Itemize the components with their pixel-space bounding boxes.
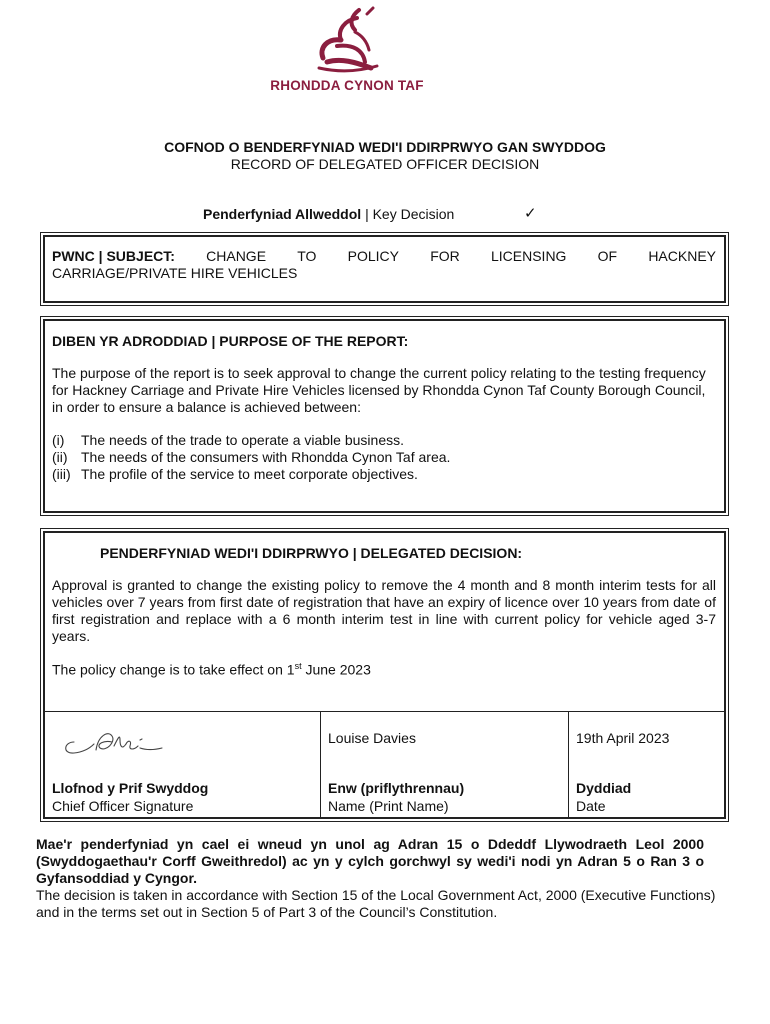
- effect-superscript: st: [294, 661, 302, 671]
- purpose-heading: DIBEN YR ADRODDIAD | PURPOSE OF THE REPORT:: [52, 333, 409, 349]
- list-item-number: (i): [52, 432, 65, 448]
- list-item-text: The profile of the service to meet corporate objectives.: [81, 466, 418, 482]
- footer-welsh: Mae'r penderfyniad yn cael ei wneud yn unol ag Adran 15 o Ddeddf Llywodraeth Leol 2000 (Swyddogaethau'r Corff Gweithredol) ac yn y cylch gorchwyl sy wedi'i nodi yn Adran 5 o Ran 3 o Gyfansoddiad y Cyngor.: [36, 836, 704, 886]
- dragon-icon: [297, 6, 397, 76]
- date-label-english: Date: [576, 798, 606, 814]
- list-item-number: (iii): [52, 466, 71, 482]
- purpose-paragraph: The purpose of the report is to seek approval to change the current policy relating to the testing frequency for Hackney Carriage and Private Hire Vehicles licensed by Rhondda Cynon Taf County Borough Council, in order to ensure a balance is achieved between:: [52, 365, 706, 415]
- effect-prefix: The policy change is to take effect on 1: [52, 661, 295, 678]
- list-item: [52, 432, 450, 449]
- decision-date: 19th April 2023: [576, 730, 670, 746]
- list-item-text: The needs of the trade to operate a viable business.: [81, 432, 404, 448]
- name-cell: [321, 712, 569, 818]
- signature-table: [45, 711, 724, 818]
- list-item-number: (ii): [52, 449, 68, 465]
- logo-text: RHONDDA CYNON TAF: [270, 78, 424, 93]
- name-label-welsh: Enw (priflythrennau): [328, 780, 465, 796]
- subject-text: [52, 248, 716, 282]
- title-welsh: COFNOD O BENDERFYNIAD WEDI'I DDIRPRWYO GAN SWYDDOG: [164, 139, 606, 155]
- check-icon: ✓: [524, 205, 537, 222]
- council-logo: [262, 6, 432, 96]
- key-decision-welsh: Penderfyniad Allweddol: [203, 206, 362, 222]
- subject-word: OF: [597, 248, 618, 264]
- signature-label-welsh: Llofnod y Prif Swyddog: [52, 780, 209, 796]
- list-item-text: The needs of the consumers with Rhondda Cynon Taf area.: [81, 449, 451, 465]
- subject-box: [43, 235, 726, 303]
- decision-effective-date: [52, 661, 371, 678]
- date-cell: [569, 712, 724, 818]
- key-decision-label: [203, 206, 454, 222]
- subject-line-2: CARRIAGE/PRIVATE HIRE VEHICLES: [52, 265, 298, 281]
- subject-word: POLICY: [347, 248, 400, 264]
- list-item: [52, 466, 450, 483]
- subject-label: PWNC | SUBJECT:: [52, 248, 175, 264]
- subject-word: LICENSING: [490, 248, 567, 264]
- decision-box: [43, 531, 726, 819]
- subject-word: CHANGE: [206, 248, 267, 264]
- title-english: RECORD OF DELEGATED OFFICER DECISION: [230, 156, 540, 172]
- subject-word: HACKNEY: [648, 248, 716, 264]
- effect-suffix: June 2023: [301, 661, 371, 678]
- signature-cell: [45, 712, 321, 818]
- name-label-english: Name (Print Name): [328, 798, 449, 814]
- signature-label-english: Chief Officer Signature: [52, 798, 194, 814]
- subject-word: FOR: [430, 248, 460, 264]
- subject-line-1: [52, 248, 716, 265]
- subject-word: TO: [297, 248, 317, 264]
- key-decision-english: | Key Decision: [365, 206, 455, 222]
- purpose-box: [43, 319, 726, 513]
- list-item: [52, 449, 450, 466]
- decision-heading: PENDERFYNIAD WEDI'I DDIRPRWYO | DELEGATED DECISION:: [100, 545, 523, 561]
- decision-paragraph: Approval is granted to change the existing policy to remove the 4 month and 8 month interim tests for all vehicles over 7 years from first date of registration that have an expiry of licence over 10 years from date of first registration and replace with a 6 month interim test in line with current policy for vehicle aged 3-7 years.: [52, 577, 716, 644]
- officer-name: Louise Davies: [328, 730, 416, 746]
- purpose-list: [52, 432, 450, 483]
- date-label-welsh: Dyddiad: [576, 780, 632, 796]
- signature-image: [60, 726, 170, 758]
- footer-english: The decision is taken in accordance with Section 15 of the Local Government Act, 2000 (Executive Functions) and in the terms set out in Section 5 of Part 3 of the Council’s Constitution.: [36, 887, 716, 920]
